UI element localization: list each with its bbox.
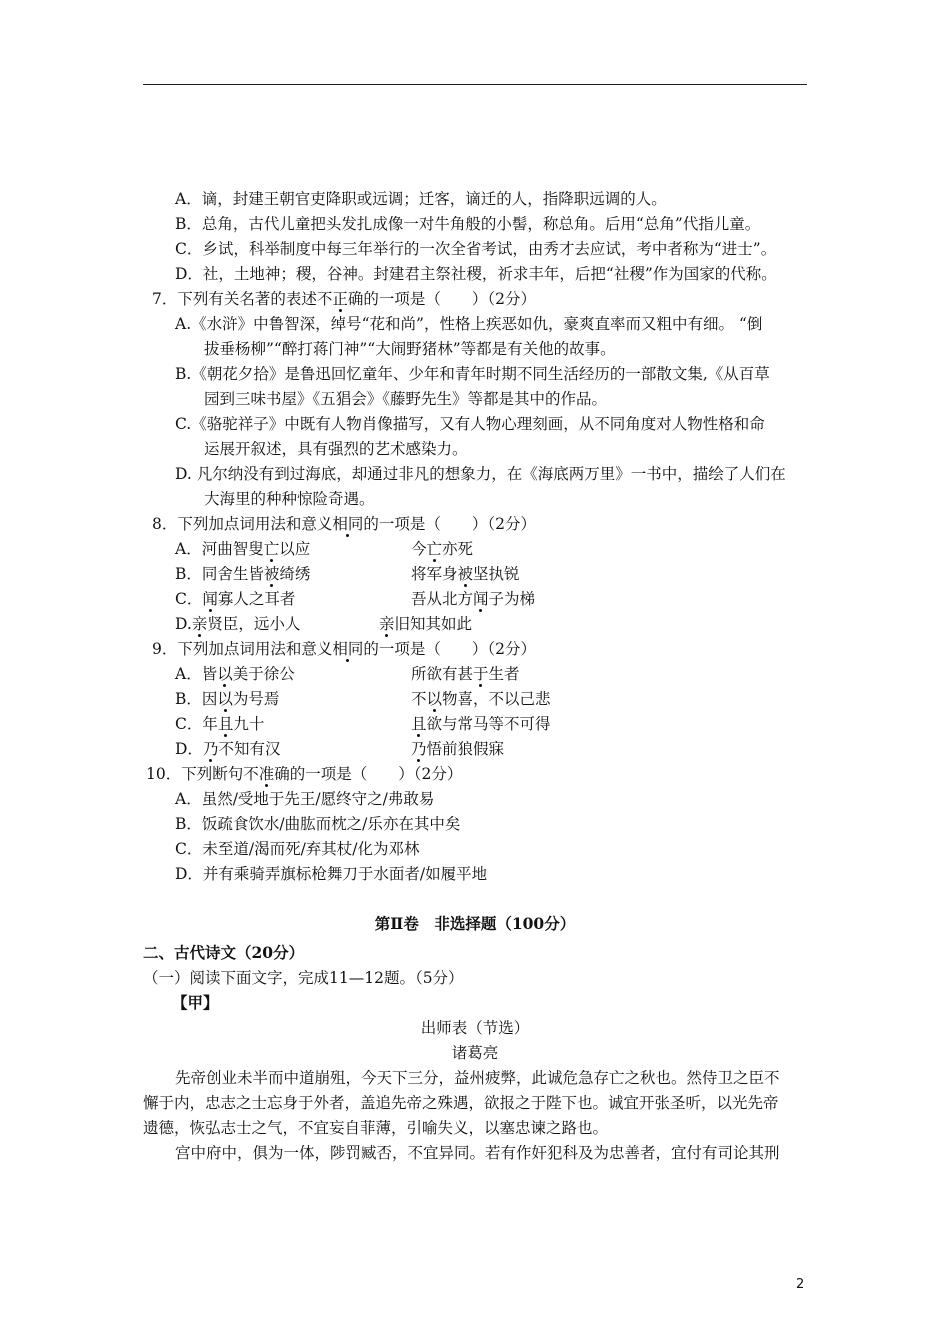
q8-stem-pre: 8．下列加点词用法和意义 [152, 515, 333, 533]
q9-row-d-right-post: 悟前狼假寐 [426, 740, 505, 758]
q9-row-a-right [411, 664, 520, 684]
passage-jia-label: 【甲】 [172, 993, 219, 1012]
q8-row-d-left-post: 贤臣，远小人 [207, 615, 301, 633]
q8-row-d-right [379, 614, 472, 634]
q10-stem-pre: 10．下列断句 [146, 765, 244, 783]
q9-row-a-right-post: 生者 [488, 665, 520, 683]
q9-row-b-right [411, 689, 551, 709]
passage-line-1: 先帝创业未半而中道崩殂，今天下三分，益州疲弊，此诚危急存亡之秋也。然侍卫之臣不 [175, 1069, 780, 1087]
q7-option-c-line2: 运展开叙述，具有强烈的艺术感染力。 [204, 440, 468, 458]
q8-row-b-left-dot: 被 [263, 565, 280, 583]
q10-stem-post: 的一项是（ ）（2分） [289, 765, 463, 783]
q7-stem-emphasis: 不正确 [316, 290, 364, 308]
q8-row-c-left-dot: 闻 [202, 590, 218, 608]
q9-row-c-left-dot: 且 [217, 715, 234, 733]
q9-row-c-left-pre: 年 [202, 715, 218, 733]
passage-title: 出师表（节选） [420, 1019, 530, 1037]
q8-row-c-right-dot: 闻 [473, 590, 489, 608]
page-number: 2 [796, 1277, 805, 1292]
q8-row-b-right [411, 564, 520, 584]
section2-sub: （一）阅读下面文字，完成11—12题。（5分） [143, 969, 464, 987]
part2-title: 第Ⅱ卷 非选择题（100分） [374, 914, 576, 933]
q8-row-d-right-post: 旧知其如此 [394, 615, 473, 633]
q9-row-c-right [411, 714, 551, 734]
q9-row-a-label: A． [175, 665, 202, 683]
q8-row-b-right-dot: 被 [457, 565, 474, 583]
q9-row-b-right-dot: 以 [426, 690, 443, 708]
q9-row-b [175, 689, 279, 709]
q6-option-c: C．乡试，科举制度中每三年举行的一次全省考试，由秀才去应试，考中者称为“进士”。 [175, 240, 777, 258]
q8-row-a-right-post: 亦死 [442, 540, 474, 558]
q9-row-b-left-pre: 因 [201, 690, 218, 708]
q7-option-b-line1: B.《朝花夕拾》是鲁迅回忆童年、少年和青年时期不同生活经历的一部散文集,《从百草 [175, 365, 770, 383]
q7-option-c-line1: C.《骆驼祥子》中既有人物肖像描写，又有人物心理刻画，从不同角度对人物性格和命 [175, 415, 765, 433]
q6-option-d: D．社，土地神；稷，谷神。封建君主祭社稷，祈求丰年，后把“社稷”作为国家的代称。 [175, 265, 777, 283]
q10-stem-emphasis: 不准确 [243, 765, 290, 783]
q8-row-c-right-pre: 吾从北方 [411, 590, 474, 608]
q8-row-a-right-pre: 今 [411, 540, 427, 558]
q9-stem [152, 639, 536, 659]
q6-option-a: A．谪，封建王朝官吏降职或远调；迁客，谪迁的人，指降职远调的人。 [175, 190, 667, 208]
q9-row-d-left-post: 不知有汉 [218, 740, 281, 758]
q8-row-c-left-post: 寡人之耳者 [217, 590, 296, 608]
q8-row-a-right [411, 539, 473, 559]
q8-row-d-label: D. [175, 615, 192, 633]
q9-row-c-right-post: 欲与常马等不可得 [426, 715, 551, 733]
q9-row-d-right-dot: 乃 [411, 740, 427, 758]
q9-row-d [175, 739, 280, 759]
q9-row-b-label: B． [175, 690, 202, 708]
q8-row-c-right-post: 子为梯 [488, 590, 536, 608]
q7-stem [152, 289, 536, 309]
passage-line-2: 懈于内，忠志之士忘身于外者，盖追先帝之殊遇，欲报之于陛下也。诚宜开张圣听，以光先帝 [143, 1094, 779, 1112]
q8-row-a-label: A． [175, 540, 202, 558]
q10-stem [146, 764, 462, 784]
q8-row-d-right-dot: 亲 [379, 615, 395, 633]
q8-row-a-left-pre: 河曲智叟 [201, 540, 264, 558]
q8-row-b-right-post: 坚执锐 [473, 565, 520, 583]
q9-stem-pre: 9．下列加点词用法和意义 [152, 640, 333, 658]
q7-stem-pre: 7．下列有关名著的表述 [152, 290, 317, 308]
q8-row-b-label: B． [175, 565, 202, 583]
q9-row-c-left-post: 九十 [233, 715, 265, 733]
q9-row-a-left-pre: 皆 [201, 665, 218, 683]
q8-row-c [175, 589, 295, 609]
q7-option-d-line2: 大海里的种种惊险奇遇。 [204, 490, 375, 508]
q9-row-b-left-dot: 以 [217, 690, 233, 708]
section2-heading: 二、古代诗文（20分） [143, 943, 305, 962]
q9-row-a-left-dot: 以 [217, 665, 233, 683]
q7-option-b-line2: 园到三味书屋》《五猖会》《藤野先生》等都是其中的作品。 [204, 390, 608, 408]
q8-stem-emphasis: 相同 [332, 515, 364, 533]
q9-row-d-right [411, 739, 504, 759]
q7-option-d-line1: D. 凡尔纳没有到过海底，却通过非凡的想象力，在《海底两万里》一书中，描绘了人们在 [175, 465, 786, 483]
header-rule [143, 84, 807, 85]
q10-option-d: D．并有乘骑弄旗标枪舞刀于水面者/如履平地 [175, 865, 488, 883]
q8-stem-post: 的一项是（ ）（2分） [363, 515, 537, 533]
q9-row-b-right-pre: 不 [411, 690, 427, 708]
q8-row-c-label: C． [175, 590, 203, 608]
passage-author: 诸葛亮 [451, 1044, 499, 1062]
q9-row-c [175, 714, 264, 734]
q7-option-a-line1: A.《水浒》中鲁智深，绰号“花和尚”，性格上疾恶如仇，豪爽直率而又粗中有细。 “倒 [175, 315, 763, 333]
q9-row-c-label: C． [175, 715, 203, 733]
q9-row-b-right-post: 物喜，不以己悲 [442, 690, 551, 708]
passage-line-3: 遗德，恢弘志士之气，不宜妄自菲薄，引喻失义，以塞忠谏之路也。 [143, 1119, 609, 1137]
q10-option-c: C．未至道/渴而死/弃其杖/化为邓林 [175, 840, 420, 858]
q9-row-c-right-dot: 且 [411, 715, 427, 733]
q9-stem-emphasis: 相同 [332, 640, 364, 658]
q8-row-a-left-dot: 亡 [263, 540, 280, 558]
q8-row-b-right-pre: 将军身 [411, 565, 458, 583]
q9-row-a-right-pre: 所欲有甚 [411, 665, 474, 683]
q8-row-b-left-pre: 同舍生皆 [201, 565, 264, 583]
q6-option-b: B．总角，古代儿童把头发扎成像一对牛角般的小髻，称总角。后用“总角”代指儿童。 [175, 215, 761, 233]
q9-row-a [175, 664, 295, 684]
q7-stem-post: 的一项是（ ）（2分） [363, 290, 537, 308]
q8-row-a-right-dot: 亡 [426, 540, 443, 558]
q8-row-d [175, 614, 300, 634]
q8-row-a-left-post: 以应 [279, 540, 311, 558]
q10-option-b: B．饭疏食饮水/曲肱而枕之/乐亦在其中矣 [175, 815, 461, 833]
q8-row-c-right [411, 589, 535, 609]
q8-stem [152, 514, 536, 534]
q8-row-b-left-post: 绮绣 [279, 565, 311, 583]
q10-option-a: A．虽然/受地于先王/愿终守之/弗敢易 [175, 790, 435, 808]
q9-row-d-label: D． [175, 740, 203, 758]
q9-row-b-left-post: 为号焉 [232, 690, 280, 708]
q8-row-a [175, 539, 310, 559]
q8-row-d-left-dot: 亲 [191, 615, 208, 633]
q8-row-b [175, 564, 310, 584]
q9-row-a-right-dot: 于 [473, 665, 489, 683]
q9-row-a-left-post: 美于徐公 [232, 665, 295, 683]
q9-row-d-left-dot: 乃 [202, 740, 219, 758]
q7-option-a-line2: 拔垂杨柳”“醉打蒋门神”“大闹野猪林”等都是有关他的故事。 [204, 340, 616, 358]
passage-line-4: 宫中府中，俱为一体，陟罚臧否，不宜异同。若有作奸犯科及为忠善者，宜付有司论其刑 [175, 1144, 780, 1162]
q9-stem-post: 的一项是（ ）（2分） [363, 640, 537, 658]
